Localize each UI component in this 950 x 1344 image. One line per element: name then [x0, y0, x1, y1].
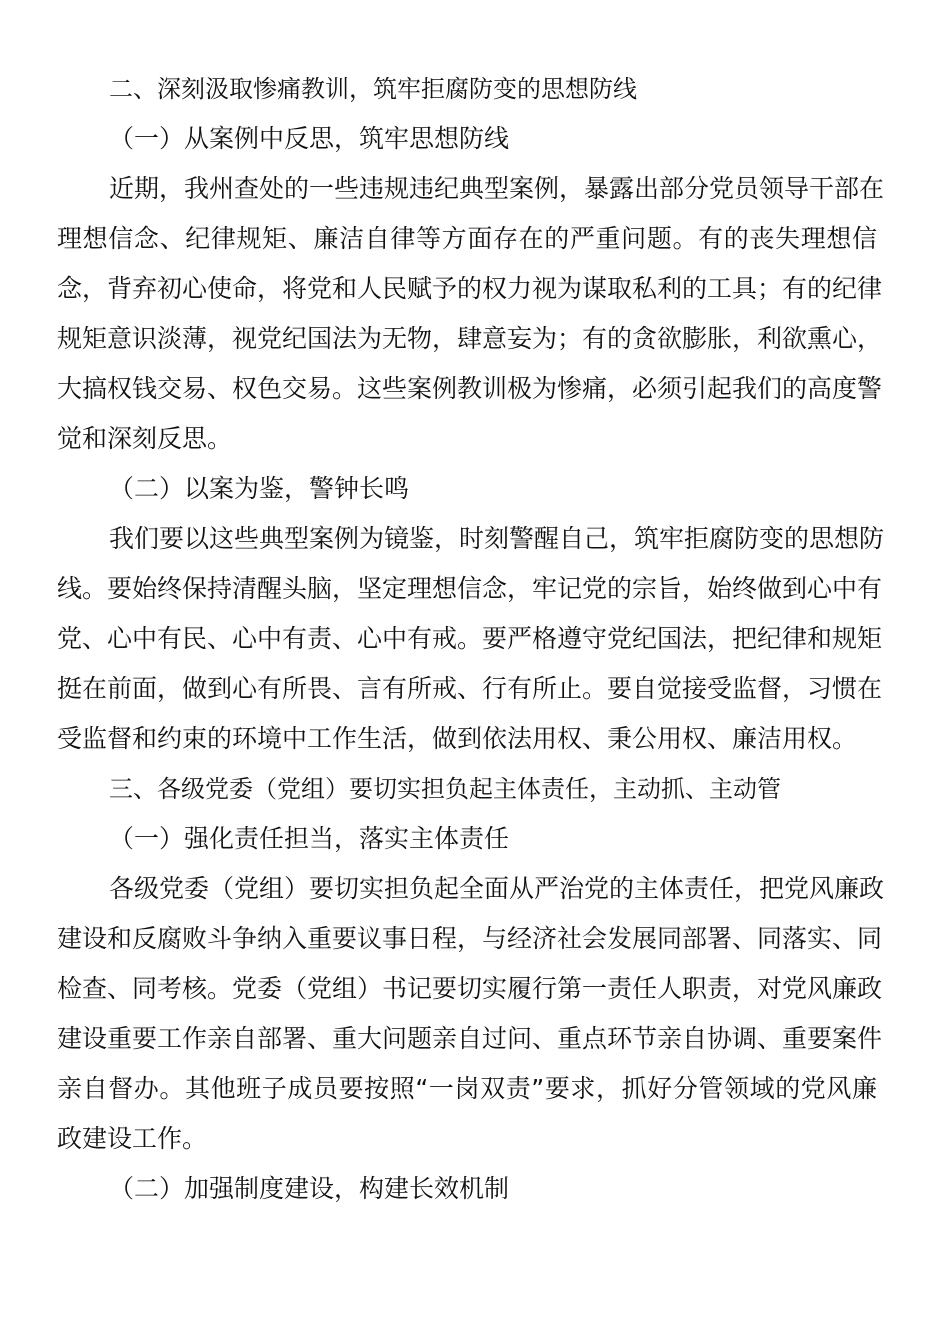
paragraph-line: 建设和反腐败斗争纳入重要议事日程，与经济社会发展同部署、同落实、同 — [57, 924, 883, 953]
paragraph-line: 理想信念、纪律规矩、廉洁自律等方面存在的严重问题。有的丧失理想信 — [57, 224, 877, 253]
paragraph-line: 各级党委（党组）要切实担负起全面从严治党的主体责任，把党风廉政 — [109, 874, 885, 903]
document-page — [57, 64, 885, 1214]
paragraph-line: 觉和深刻反思。 — [57, 424, 233, 453]
paragraph-line: 规矩意识淡薄，视党纪国法为无物，肆意妄为；有的贪欲膨胀，利欲熏心， — [57, 324, 883, 353]
paragraph-line: 线。要始终保持清醒头脑，坚定理想信念，牢记党的宗旨，始终做到心中有 — [57, 574, 883, 603]
paragraph-line: 我们要以这些典型案例为镜鉴，时刻警醒自己，筑牢拒腐防变的思想防 — [109, 524, 885, 553]
paragraph-line: 亲自督办。其他班子成员要按照“一岗双责”要求，抓好分管领域的党风廉 — [57, 1074, 877, 1103]
paragraph-line: 党、心中有民、心中有责、心中有戒。要严格遵守党纪国法，把纪律和规矩 — [57, 624, 883, 653]
paragraph-line: 近期，我州查处的一些违规违纪典型案例，暴露出部分党员领导干部在 — [109, 174, 885, 203]
paragraph-line: 政建设工作。 — [57, 1124, 208, 1153]
paragraph-line: 大搞权钱交易、权色交易。这些案例教训极为惨痛，必须引起我们的高度警 — [57, 374, 883, 403]
section-3-1-heading: （一）强化责任担当，落实主体责任 — [109, 824, 510, 853]
paragraph-line: 检查、同考核。党委（党组）书记要切实履行第一责任人职责，对党风廉政 — [57, 974, 883, 1003]
paragraph-line: 挺在前面，做到心有所畏、言有所戒、行有所止。要自觉接受监督，习惯在 — [57, 674, 883, 703]
paragraph-line: 受监督和约束的环境中工作生活，做到依法用权、秉公用权、廉洁用权。 — [57, 724, 858, 753]
section-2-1-heading: （一）从案例中反思，筑牢思想防线 — [109, 124, 510, 153]
paragraph-line: 建设重要工作亲自部署、重大问题亲自过问、重点环节亲自协调、重要案件 — [57, 1024, 883, 1053]
section-2-title: 二、深刻汲取惨痛教训，筑牢拒腐防变的思想防线 — [109, 75, 637, 103]
section-3-2-heading: （二）加强制度建设，构建长效机制 — [109, 1174, 510, 1203]
section-2-2-heading: （二）以案为鉴，警钟长鸣 — [109, 474, 410, 503]
paragraph-line: 念，背弃初心使命，将党和人民赋予的权力视为谋取私利的工具；有的纪律 — [57, 274, 883, 303]
section-3-title: 三、各级党委（党组）要切实担负起主体责任，主动抓、主动管 — [109, 775, 781, 803]
